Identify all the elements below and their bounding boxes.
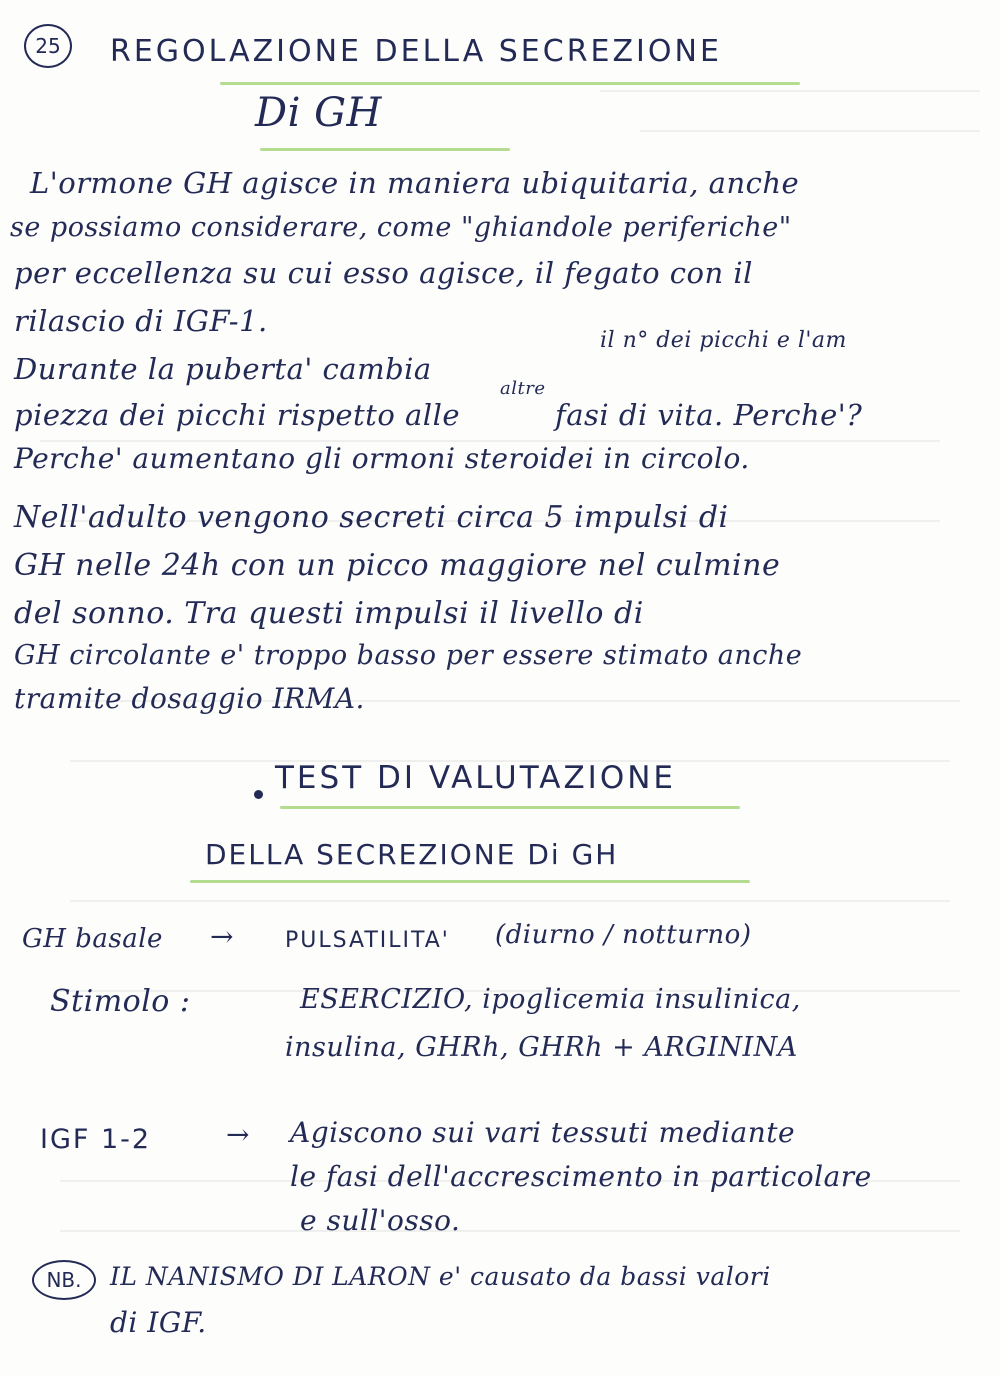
- title-highlight-1: [220, 82, 800, 85]
- title-highlight-2: [260, 148, 510, 151]
- puberty-line-2b: fasi di vita. Perche'?: [555, 398, 863, 432]
- nb-line-2: di IGF.: [110, 1306, 207, 1339]
- igf-line-3: e sull'osso.: [300, 1204, 461, 1237]
- section2-highlight-1: [280, 806, 740, 809]
- adult-line-4: GH circolante e' troppo basso per essere stimato anche: [14, 640, 803, 671]
- puberty-line-3: Perche' aumentano gli ormoni steroidei in circolo.: [14, 442, 750, 475]
- page-number: 25: [35, 34, 61, 58]
- bullet-icon: [254, 790, 263, 799]
- title-line-1: REGOLAZIONE DELLA SECREZIONE: [110, 34, 722, 69]
- nb-badge-label: NB.: [46, 1268, 82, 1292]
- basale-value: PULSATILITA': [285, 928, 450, 953]
- stimolo-line-1: ESERCIZIO, ipoglicemia insulinica,: [300, 984, 801, 1015]
- adult-line-2: GH nelle 24h con un picco maggiore nel culmine: [14, 548, 781, 583]
- basale-arrow-icon: →: [210, 920, 234, 953]
- nb-line-1: IL NANISMO DI LARON e' causato da bassi valori: [110, 1262, 771, 1291]
- basale-note: (diurno / notturno): [495, 920, 752, 950]
- section2-title-line-2: DELLA SECREZIONE Di GH: [205, 838, 619, 871]
- intro-line-3: per eccellenza su cui esso agisce, il fegato con il: [14, 256, 753, 290]
- puberty-insert-2: altre: [500, 378, 546, 399]
- puberty-insert: il n° dei picchi e l'am: [600, 328, 847, 353]
- nb-badge: [32, 1260, 96, 1300]
- intro-line-1: L'ormone GH agisce in maniera ubiquitaria, anche: [30, 166, 800, 200]
- igf-label: IGF 1-2: [40, 1124, 152, 1155]
- igf-line-2: le fasi dell'accrescimento in particolare: [290, 1160, 872, 1193]
- intro-line-2: se possiamo considerare, come "ghiandole periferiche": [10, 212, 792, 243]
- page-number-badge: [24, 24, 72, 68]
- title-line-2: Di GH: [255, 90, 382, 136]
- puberty-line-1: Durante la puberta' cambia: [14, 352, 432, 386]
- intro-line-4: rilascio di IGF-1.: [14, 304, 268, 338]
- puberty-line-2a: piezza dei picchi rispetto alle: [14, 398, 461, 432]
- basale-label: GH basale: [22, 924, 163, 954]
- adult-line-1: Nell'adulto vengono secreti circa 5 impulsi di: [14, 500, 729, 535]
- igf-line-1: Agiscono sui vari tessuti mediante: [290, 1116, 796, 1149]
- adult-line-3: del sonno. Tra questi impulsi il livello di: [14, 596, 644, 631]
- igf-arrow-icon: →: [226, 1118, 250, 1151]
- adult-line-5: tramite dosaggio IRMA.: [14, 682, 365, 715]
- section2-highlight-2: [190, 880, 750, 883]
- stimolo-line-2: insulina, GHRh, GHRh + ARGININA: [285, 1032, 798, 1063]
- section2-title-line-1: TEST DI VALUTAZIONE: [275, 760, 676, 796]
- stimolo-label: Stimolo :: [50, 984, 191, 1019]
